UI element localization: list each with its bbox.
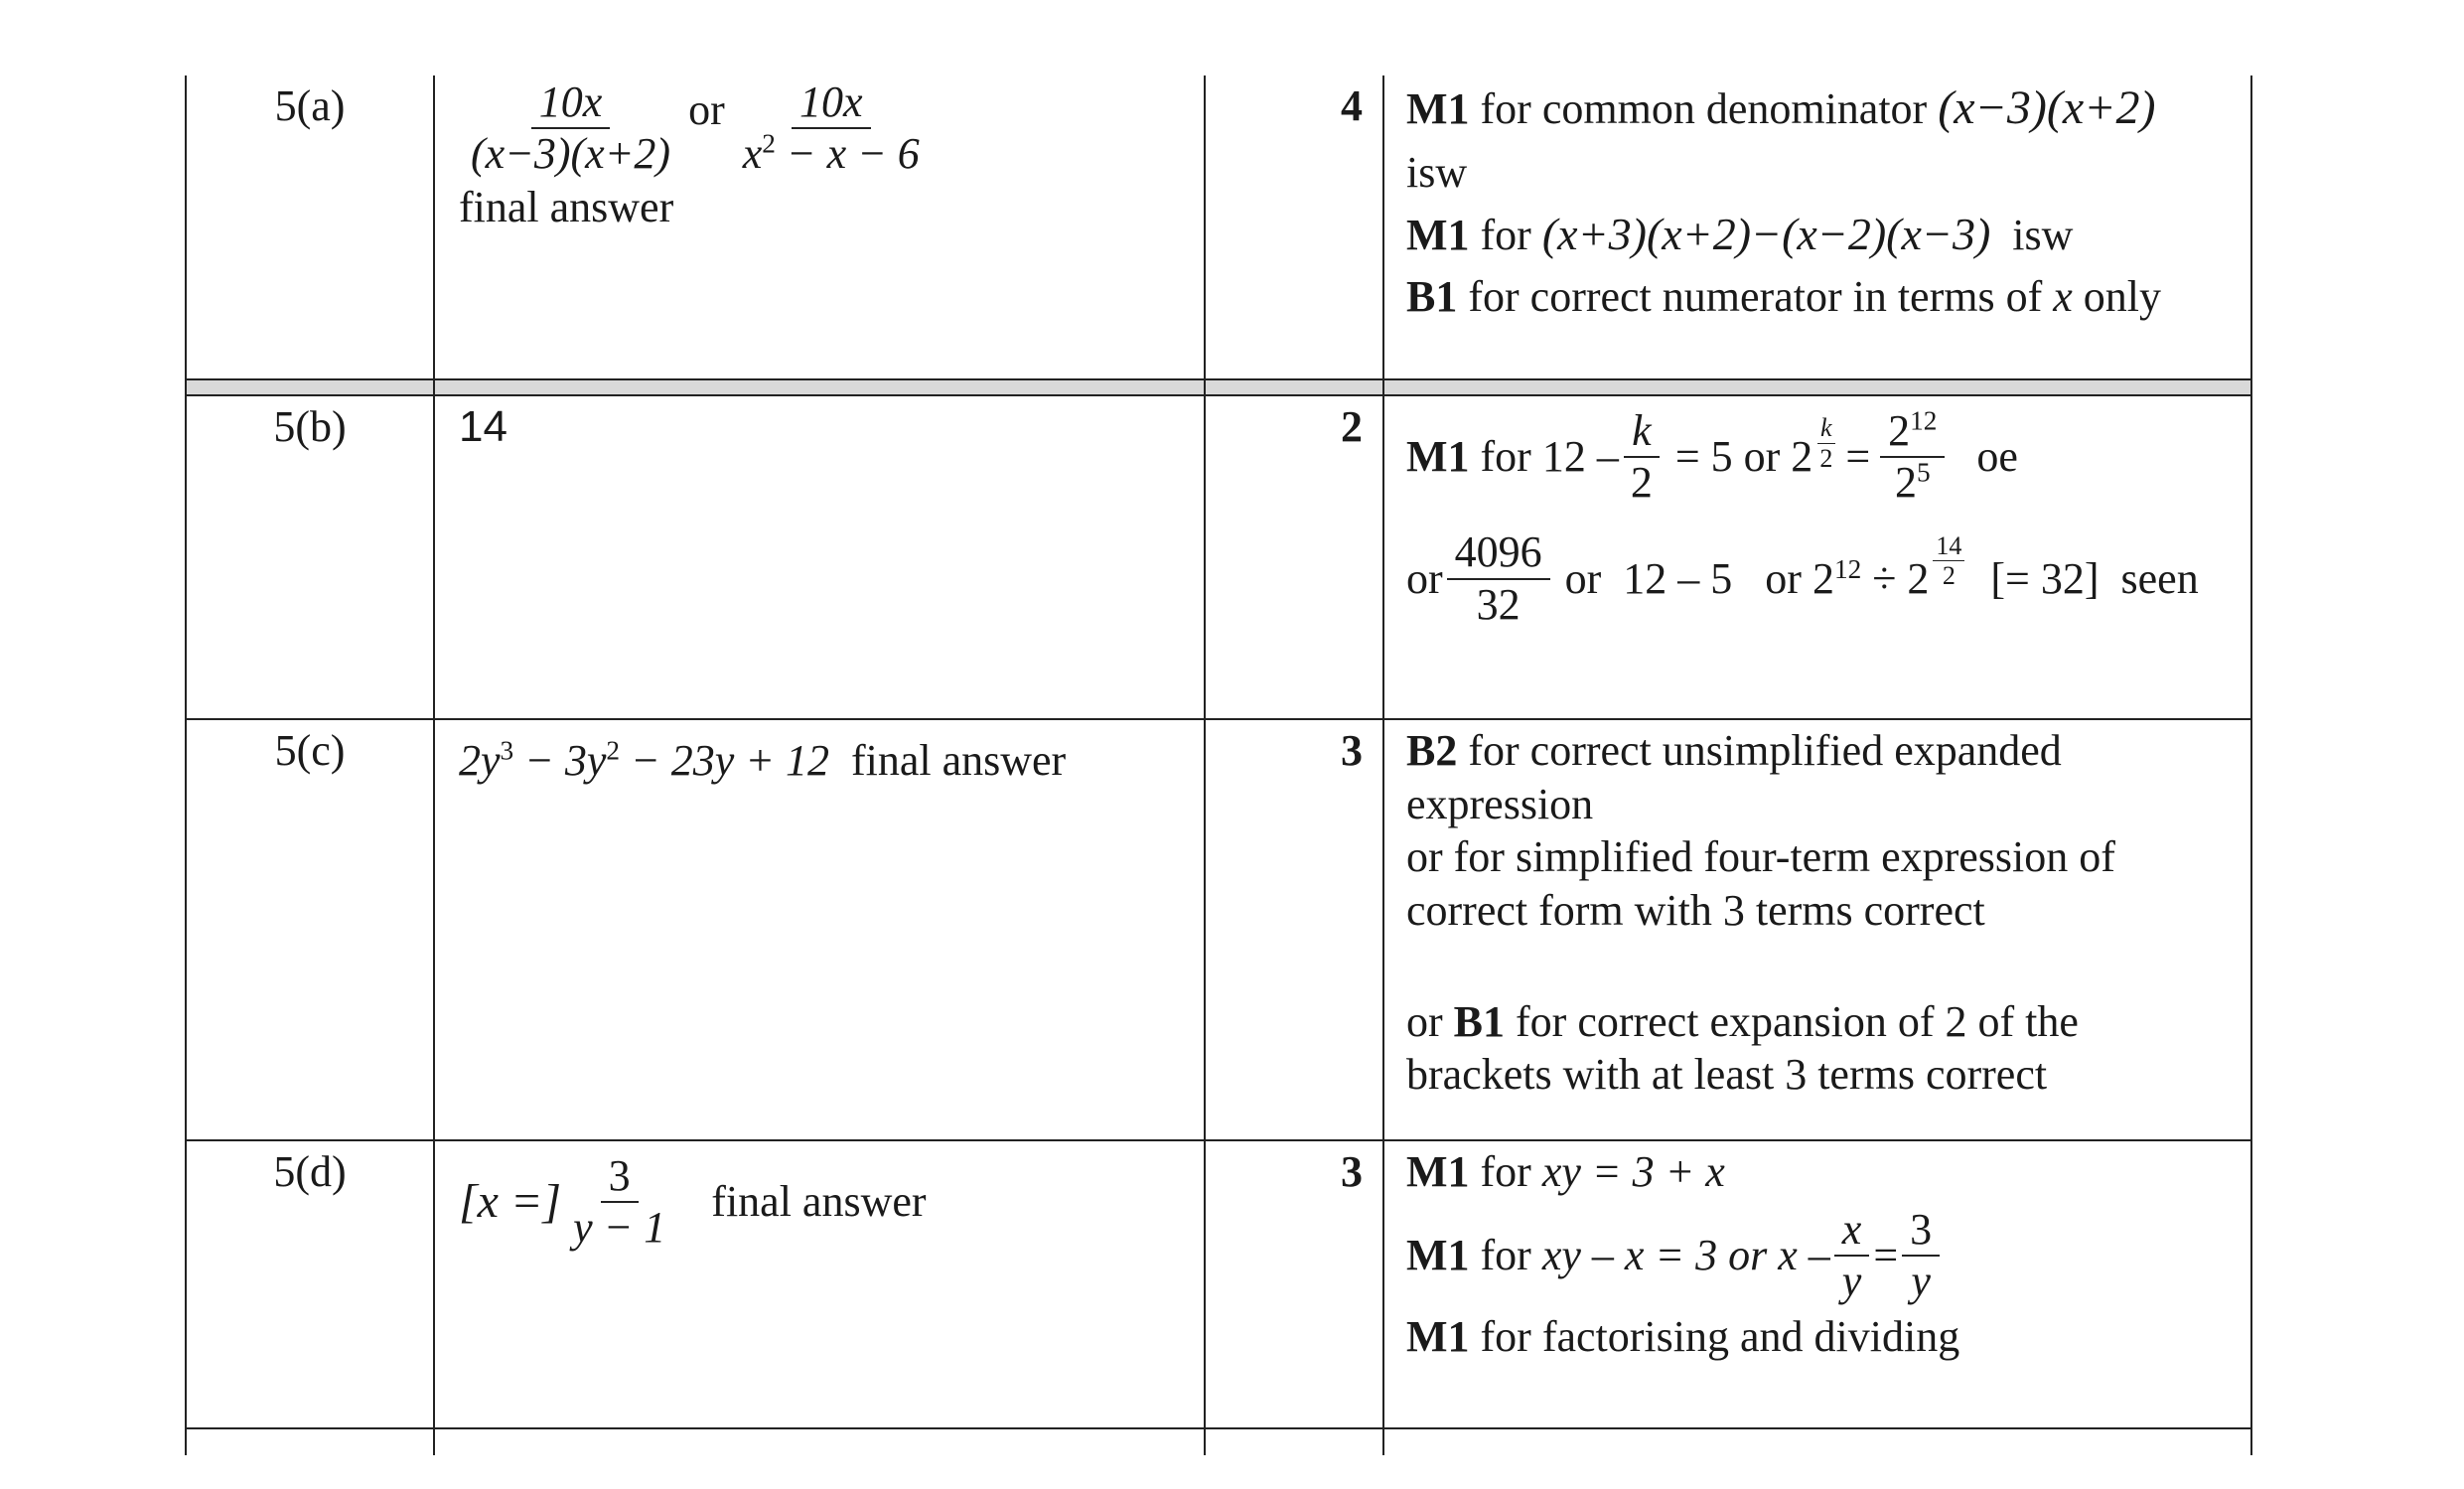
mark-code: M1 <box>1406 1147 1470 1196</box>
mark-code: M1 <box>1406 84 1470 133</box>
answer-note: final answer <box>459 183 674 232</box>
question-number: 5(c) <box>186 719 434 1140</box>
marks: 3 <box>1205 719 1383 1140</box>
answer-cell <box>434 75 1205 379</box>
mark-code: M1 <box>1406 1231 1470 1280</box>
answer-cell <box>434 719 1205 1140</box>
question-number: 5(a) <box>186 75 434 379</box>
answer-note: final answer <box>850 736 1067 785</box>
guidance-cell: M1 for common denominator (x−3)(x+2) isw M1 for (x+3)(x+2)−(x−2)(x−3) isw B1 for correct numerator in terms of x only <box>1383 75 2251 379</box>
table-row <box>186 1140 2251 1428</box>
table-row <box>186 1428 2251 1455</box>
mark-scheme-table <box>185 75 2252 1455</box>
guidance-cell: M1 for 12 – $\frac{k}{2}$ = 5 or 2 $\frac{k}{2}$ = $\frac{2^{12}}{2^5}$ oe or $\frac{4096}{32}$ or 12 – 5 or 2 $^{12}$ ÷ 2 $\frac{14}{2}$ [= 32] seen <box>1383 395 2251 719</box>
question-number: 5(d) <box>186 1140 434 1428</box>
table-row <box>186 75 2251 379</box>
question-number: 5(b) <box>186 395 434 719</box>
table-row <box>186 719 2251 1140</box>
row-separator <box>186 379 2251 395</box>
marks: 2 <box>1205 395 1383 719</box>
table-row <box>186 395 2251 719</box>
mark-code: B1 <box>1453 996 1506 1046</box>
mark-code: B1 <box>1406 272 1458 322</box>
answer-expression: $\frac{10x}{(x-3)(x+2)}$ or $\frac{10x}{x^2 - x - 6}$ <box>459 79 1180 177</box>
guidance-cell: B2 for correct unsimplified expanded expression or for simplified four-term expression of correct form with 3 terms correct or B1 for correct expansion of 2 of the brackets with at least 3 terms correct <box>1383 719 2251 1140</box>
answer-cell <box>434 1140 1205 1428</box>
guidance-cell: M1 for xy = 3 + x M1 for xy – x = 3 or x – $\frac{x}{y}$ = $\frac{3}{y}$ M1 for factorising and dividing <box>1383 1140 2251 1428</box>
mark-code: B2 <box>1406 726 1458 775</box>
marks: 4 <box>1205 75 1383 379</box>
mark-code: M1 <box>1406 211 1470 260</box>
answer-fraction-alt: $\frac{10x}{x^2 - x - 6}$ <box>742 77 920 179</box>
answer-note: final answer <box>711 1177 927 1227</box>
answer-cell: 14 <box>434 395 1205 719</box>
answer-expression: $2y^3 - 3y^2 - 23y + 12$ final answer <box>459 735 1067 785</box>
mark-code: M1 <box>1406 1312 1470 1362</box>
answer-fraction: $\frac{10x}{(x-3)(x+2)}$ <box>471 77 671 179</box>
answer-expression: [x =] $\frac{3}{y - 1}$ final answer <box>459 1151 927 1253</box>
marks: 3 <box>1205 1140 1383 1428</box>
mark-code: M1 <box>1406 432 1470 482</box>
